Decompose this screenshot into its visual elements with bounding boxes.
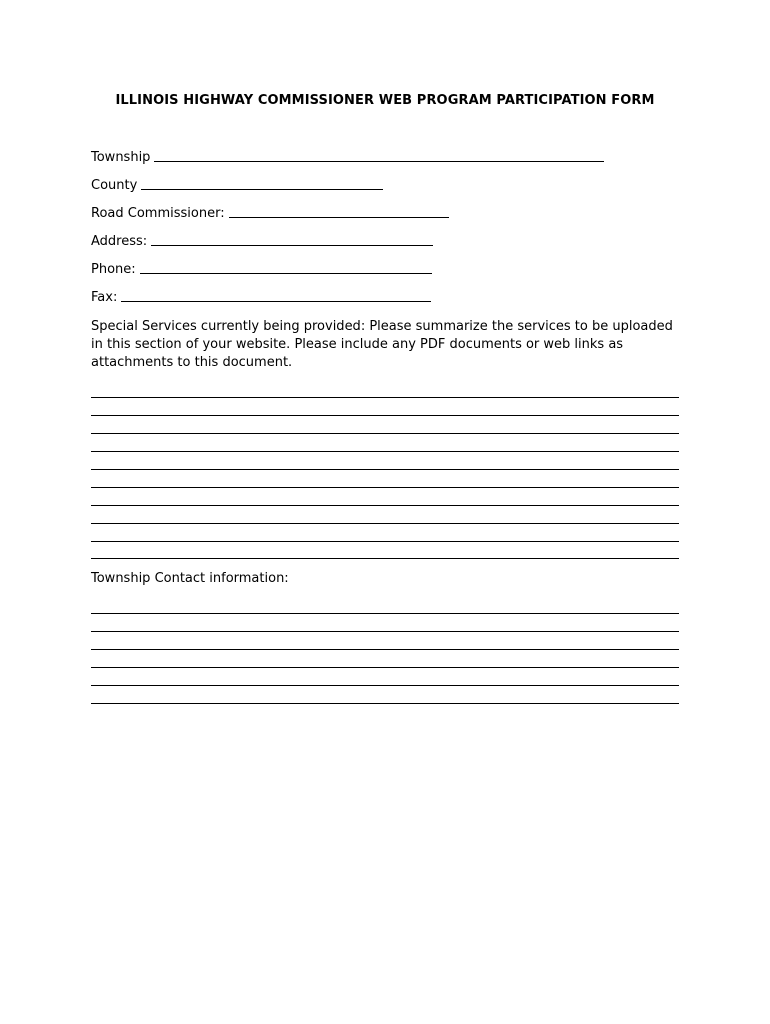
road-commissioner-label: Road Commissioner: — [91, 206, 225, 221]
contact-line[interactable] — [91, 703, 679, 704]
form-title: ILLINOIS HIGHWAY COMMISSIONER WEB PROGRAM PARTICIPATION FORM — [115, 93, 655, 108]
services-line[interactable] — [91, 558, 679, 559]
county-blank[interactable] — [141, 179, 383, 190]
services-line[interactable] — [91, 541, 679, 542]
township-blank[interactable] — [154, 151, 604, 162]
address-field — [91, 234, 433, 249]
contact-line[interactable] — [91, 613, 679, 614]
fax-field — [91, 290, 431, 305]
services-line[interactable] — [91, 415, 679, 416]
services-line[interactable] — [91, 433, 679, 434]
fax-label: Fax: — [91, 290, 118, 305]
contact-line[interactable] — [91, 667, 679, 668]
phone-label: Phone: — [91, 262, 136, 277]
services-line[interactable] — [91, 451, 679, 452]
county-field — [91, 178, 383, 193]
address-label: Address: — [91, 234, 148, 249]
contact-line[interactable] — [91, 649, 679, 650]
services-prompt: Special Services currently being provided: Please summarize the services to be uploaded in this section of your website. Please include any PDF documents or web links as attachments to this document. — [91, 319, 673, 370]
township-field — [91, 150, 604, 165]
services-line[interactable] — [91, 397, 679, 398]
phone-field — [91, 262, 432, 277]
contact-line[interactable] — [91, 631, 679, 632]
services-line[interactable] — [91, 469, 679, 470]
services-line[interactable] — [91, 505, 679, 506]
services-line[interactable] — [91, 487, 679, 488]
services-line[interactable] — [91, 523, 679, 524]
township-label: Township — [91, 150, 151, 165]
address-blank[interactable] — [151, 235, 433, 246]
county-label: County — [91, 178, 138, 193]
contact-line[interactable] — [91, 685, 679, 686]
contact-label: Township Contact information: — [91, 571, 289, 586]
fax-blank[interactable] — [121, 291, 431, 302]
phone-blank[interactable] — [140, 263, 432, 274]
road-commissioner-field — [91, 206, 449, 221]
road-commissioner-blank[interactable] — [229, 207, 449, 218]
